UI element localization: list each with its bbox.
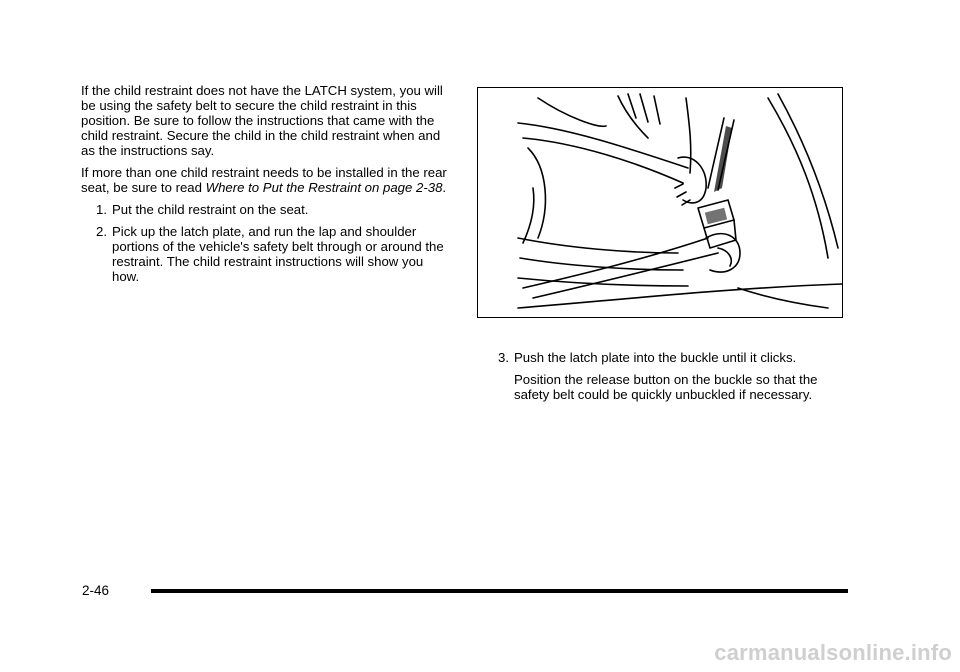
step-3-note: Position the release button on the buckle so that the safety belt could be quickly unbuckled if necessary.: [514, 372, 818, 402]
cross-reference: Where to Put the Restraint on page 2-38: [205, 180, 443, 195]
right-column: [483, 350, 855, 409]
step-2: [81, 224, 453, 284]
step-number: 3.: [498, 350, 509, 365]
reference-paragraph: [81, 165, 453, 195]
step-text: Put the child restraint on the seat.: [112, 202, 309, 217]
footer-rule: [151, 589, 848, 593]
step-number: 1.: [96, 202, 107, 217]
step-number: 2.: [96, 224, 107, 239]
page-number: 2-46: [82, 583, 110, 598]
step-1: [81, 202, 453, 217]
reference-prefix: If more than one child restraint needs to be installed in the rear seat, be sure to read: [81, 165, 447, 195]
intro-paragraph: If the child restraint does not have the LATCH system, you will be using the safety belt to secure the child restraint in this position. Be sure to follow the instructions that came with the child restraint. Secure the child in the child restraint when and as the instructions say.: [81, 83, 443, 158]
buckle-illustration-drawing: [478, 88, 842, 317]
left-column: [81, 83, 453, 291]
reference-suffix: .: [442, 180, 447, 195]
step-text: Pick up the latch plate, and run the lap and shoulder portions of the vehicle's safety belt through or around the restraint. The child restraint instructions will show you how.: [112, 224, 444, 284]
watermark: carmanualsonline.info: [714, 640, 952, 665]
step-3: [483, 350, 855, 365]
step-text: Push the latch plate into the buckle until it clicks.: [514, 350, 797, 365]
illustration-buckle-latch: [477, 87, 843, 318]
